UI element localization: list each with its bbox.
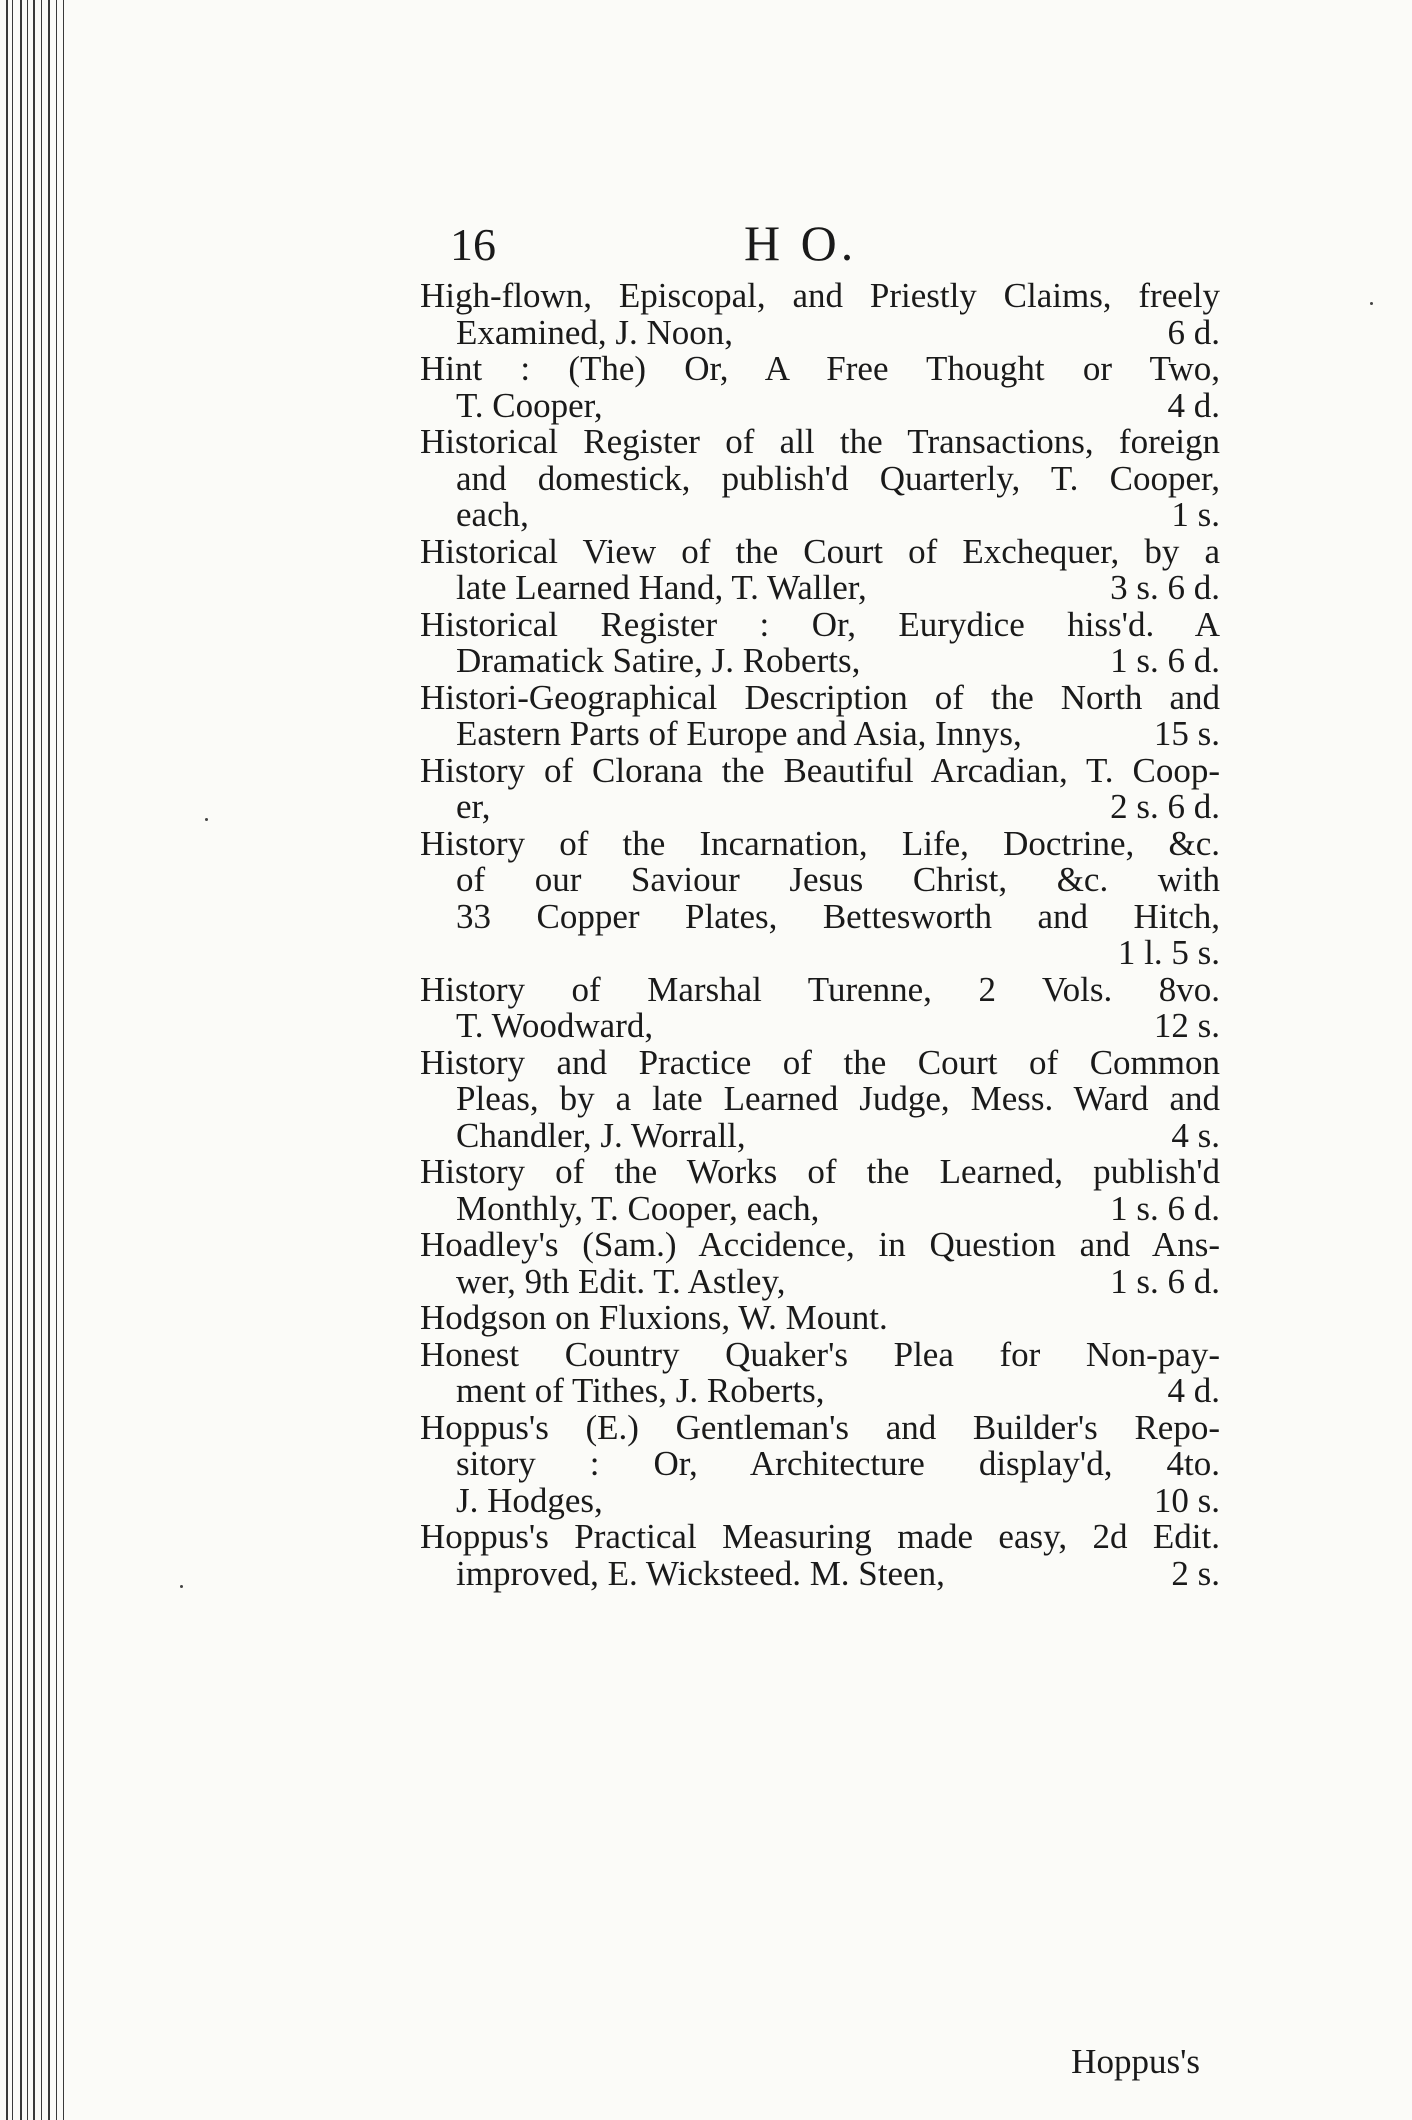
entry-line: Historical View of the Court of Exchequer, by a [420,531,1220,571]
entry-final-line [420,1115,1220,1155]
entry-line: History of Clorana the Beautiful Arcadian, T. Coop- [420,750,1220,790]
entry-text: T. Woodward, [456,1006,654,1045]
entry-final-line [420,385,1220,425]
entry-text: Dramatick Satire, J. Roberts, [456,641,861,680]
entry-price: 2 s. 6 d. [1110,787,1220,826]
entry-final-line [420,1261,1220,1301]
entry-line: Histori-Geographical Description of the North and [420,677,1220,717]
entry-line: High-flown, Episcopal, and Priestly Claims, freely [420,276,1220,315]
entry-line: sitory : Or, Architecture display'd, 4to. [456,1444,1220,1483]
entry-text: er, [456,787,491,826]
entry-line: Historical Register of all the Transactions, foreign [420,422,1220,461]
catalogue-entry [420,531,1220,607]
entry-line: History of Marshal Turenne, 2 Vols. 8vo. [420,969,1220,1009]
entry-text: Chandler, J. Worrall, [456,1115,746,1155]
catalogue-entry [420,424,1220,534]
entry-text: wer, 9th Edit. T. Astley, [456,1261,786,1301]
entry-line: and domestick, publish'd Quarterly, T. Cooper, [456,458,1220,498]
entry-line: Honest Country Quaker's Plea for Non-pay- [420,1334,1220,1374]
catalogue-entry [420,1519,1220,1592]
running-head: H O. [744,215,858,271]
speck [205,818,208,821]
entry-price: 4 s. [1171,1115,1220,1155]
entry-price: 15 s. [1153,714,1220,753]
entry-final-line [420,1300,1220,1337]
entry-final-line [420,1480,1220,1520]
entry-text: Examined, J. Noon, [456,312,734,352]
speck [1370,302,1373,305]
entry-price: 2 s. [1171,1553,1220,1593]
catalogue-entry [420,1154,1220,1227]
entry-final-line [420,643,1220,680]
entry-final-line [420,1008,1220,1045]
entry-final-line [420,1373,1220,1410]
entry-text: improved, E. Wicksteed. M. Steen, [456,1553,945,1593]
catalogue-entry [420,1334,1220,1410]
entry-final-line [420,935,1220,972]
entry-price: 1 l. 5 s. [1117,933,1220,972]
entry-final-line [420,789,1220,826]
entry-price: 6 d. [1167,312,1220,352]
entry-text: Monthly, T. Cooper, each, [456,1188,820,1228]
entry-line: Hoppus's Practical Measuring made easy, 2d Edit. [420,1517,1220,1556]
entry-price: 3 s. 6 d. [1110,568,1220,607]
entry-text: each, [456,495,529,534]
entry-price: 1 s. 6 d. [1110,1261,1220,1301]
entry-line: 33 Copper Plates, Bettesworth and Hitch, [456,896,1220,936]
entry-price: 4 d. [1167,385,1220,425]
catalogue-entry [420,604,1220,680]
entry-final-line [420,570,1220,607]
entry-price: 1 s. 6 d. [1110,641,1220,680]
binding-gutter [0,0,70,2120]
entry-text: ment of Tithes, J. Roberts, [456,1371,825,1410]
catalogue-entries [420,278,1220,1592]
entry-price: 1 s. 6 d. [1110,1188,1220,1228]
catalogue-entry [420,351,1220,424]
entry-price: 12 s. [1153,1006,1220,1045]
entry-price: 10 s. [1153,1480,1220,1520]
entry-line: History and Practice of the Court of Common [420,1042,1220,1082]
catalogue-entry [420,969,1220,1045]
entry-line: Hint : (The) Or, A Free Thought or Two, [420,349,1220,388]
entry-final-line [420,497,1220,534]
catalogue-entry [420,278,1220,351]
catchword: Hoppus's [1071,2042,1200,2081]
catalogue-entry [420,1407,1220,1520]
entry-text: T. Cooper, [456,385,603,425]
entry-line: History of the Incarnation, Life, Doctrine, &c. [420,823,1220,863]
entry-final-line [420,716,1220,753]
entry-final-line [420,1188,1220,1228]
entry-line: Pleas, by a late Learned Judge, Mess. Ward and [456,1079,1220,1118]
entry-line: Historical Register : Or, Eurydice hiss'd. A [420,604,1220,644]
entry-text: Hodgson on Fluxions, W. Mount. [420,1298,888,1337]
entry-line: Hoadley's (Sam.) Accidence, in Question and Ans- [420,1225,1220,1264]
page-number: 16 [450,219,496,270]
entry-price: 4 d. [1167,1371,1220,1410]
catalogue-entry [420,1227,1220,1300]
catalogue-entry [420,823,1220,972]
catalogue-entry [420,1042,1220,1155]
catalogue-entry [420,1300,1220,1337]
entry-line: Hoppus's (E.) Gentleman's and Builder's Repo- [420,1407,1220,1447]
entry-line: of our Saviour Jesus Christ, &c. with [456,860,1220,899]
entry-text: Eastern Parts of Europe and Asia, Innys, [456,714,1022,753]
entry-price: 1 s. [1171,495,1220,534]
entry-text: J. Hodges, [456,1480,603,1520]
catalogue-entry [420,677,1220,753]
entry-final-line [420,312,1220,352]
entry-line: History of the Works of the Learned, publish'd [420,1152,1220,1191]
catalogue-entry [420,750,1220,826]
entry-text: late Learned Hand, T. Waller, [456,568,867,607]
entry-final-line [420,1553,1220,1593]
speck [180,1585,183,1588]
